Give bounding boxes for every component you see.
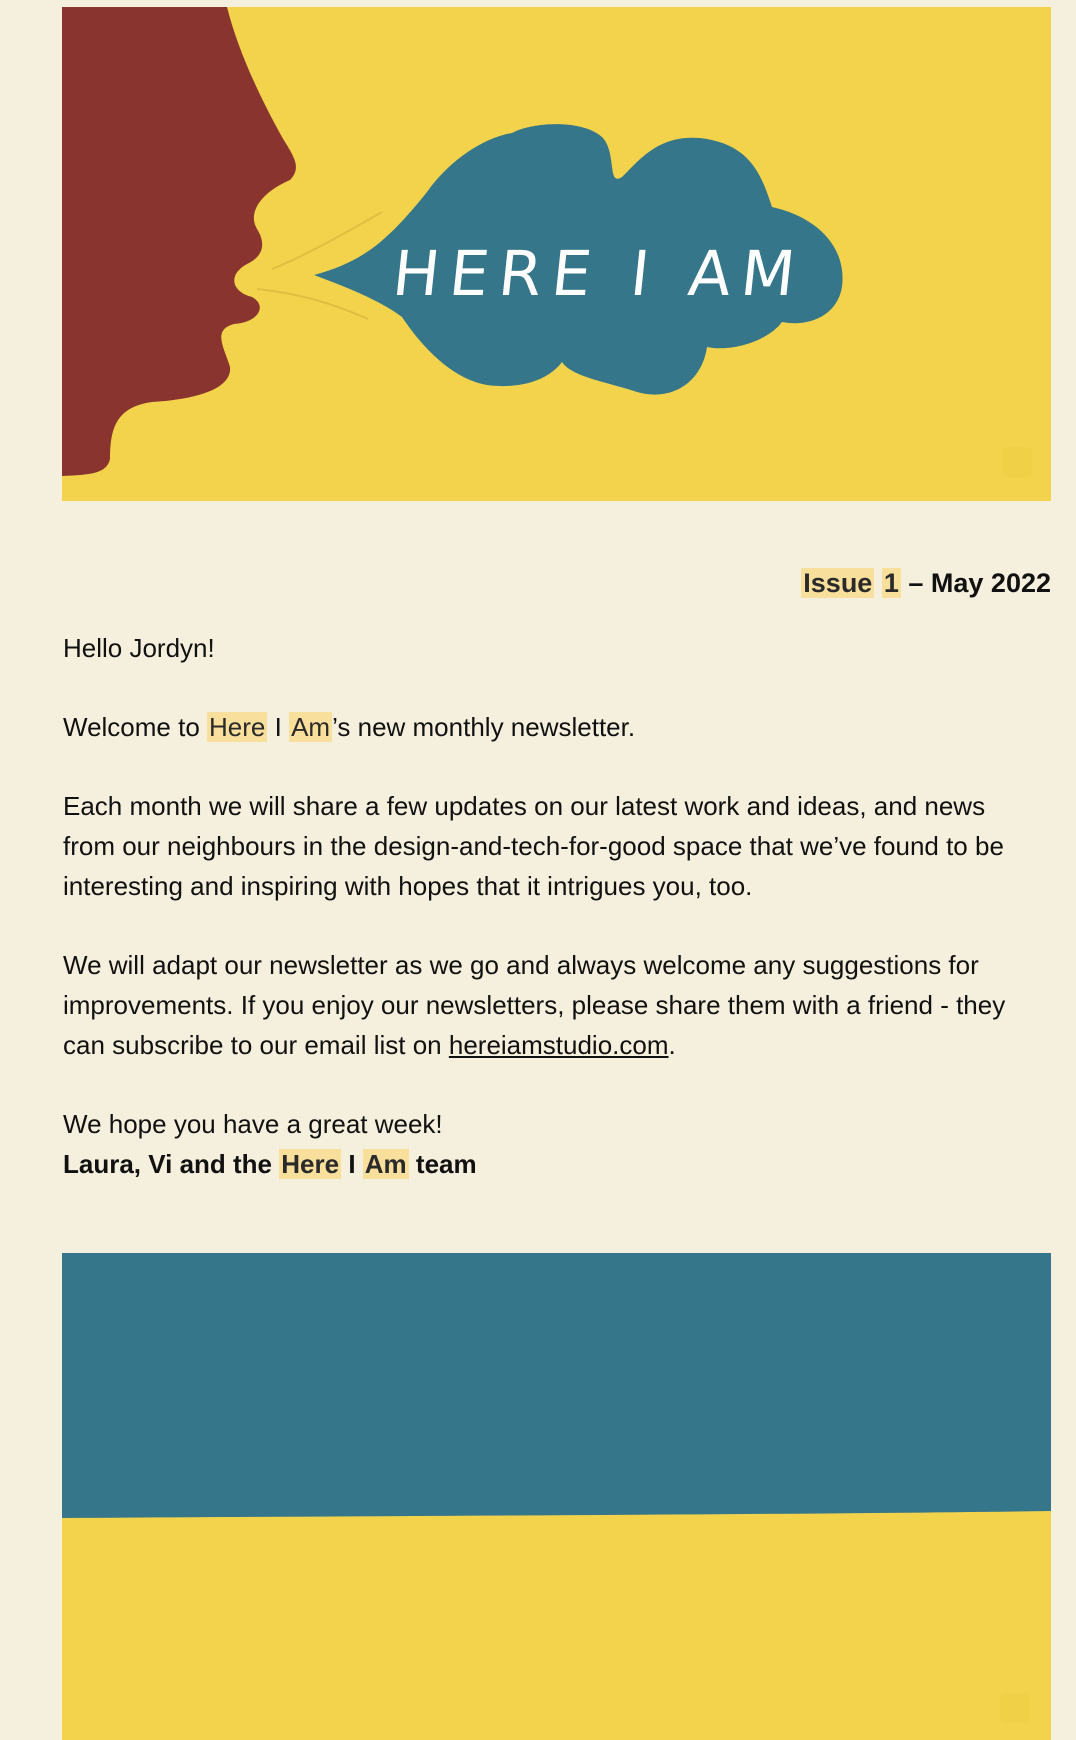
intro-paragraph: Each month we will share a few updates on our latest work and ideas, and news from our neighbours in the design-and-tech-for-good space that we’ve found to be interesting and inspiring with hopes that it intrigues you, too. [63, 791, 1004, 901]
newsletter-body [63, 628, 1043, 1184]
footer-illustration [62, 1253, 1051, 1740]
welcome-line [63, 707, 1043, 747]
welcome-prefix: Welcome to [63, 712, 208, 742]
closing-line: We hope you have a great week! [63, 1109, 443, 1139]
greeting: Hello Jordyn! [63, 633, 215, 663]
signature-suffix: team [415, 1149, 477, 1179]
feedback-paragraph: We will adapt our newsletter as we go and always welcome any suggestions for improvements. If you enjoy our newsletters, please share them with a friend - they can subscribe to our email list on hereiamstudio.com. [63, 950, 1006, 1060]
signature-here: Here [281, 1149, 340, 1179]
signature-i: I [348, 1149, 356, 1179]
feedback-text: We will adapt our newsletter as we go and always welcome any suggestions for improvements. If you enjoy our newsletters, please share them with a friend - they can subscribe to our email list on [63, 950, 1006, 1060]
hero-banner [62, 7, 1051, 501]
signature-am: Am [364, 1149, 407, 1179]
issue-heading [801, 568, 1051, 599]
signature-prefix: Laura, Vi and the [63, 1149, 280, 1179]
speech-text: HERE I AM [389, 237, 809, 310]
issue-date: – May 2022 [908, 568, 1051, 598]
brand-am: Am [291, 712, 331, 742]
hero-illustration [62, 7, 1051, 501]
issue-number: 1 [883, 568, 899, 598]
signature [63, 1144, 1043, 1184]
issue-word: Issue [803, 568, 873, 598]
website-link[interactable]: hereiamstudio.com [448, 1030, 669, 1060]
brand-i: I [274, 712, 282, 742]
welcome-suffix: ’s new monthly newsletter. [332, 712, 636, 742]
brand-here: Here [209, 712, 266, 742]
footer-banner [62, 1253, 1051, 1740]
